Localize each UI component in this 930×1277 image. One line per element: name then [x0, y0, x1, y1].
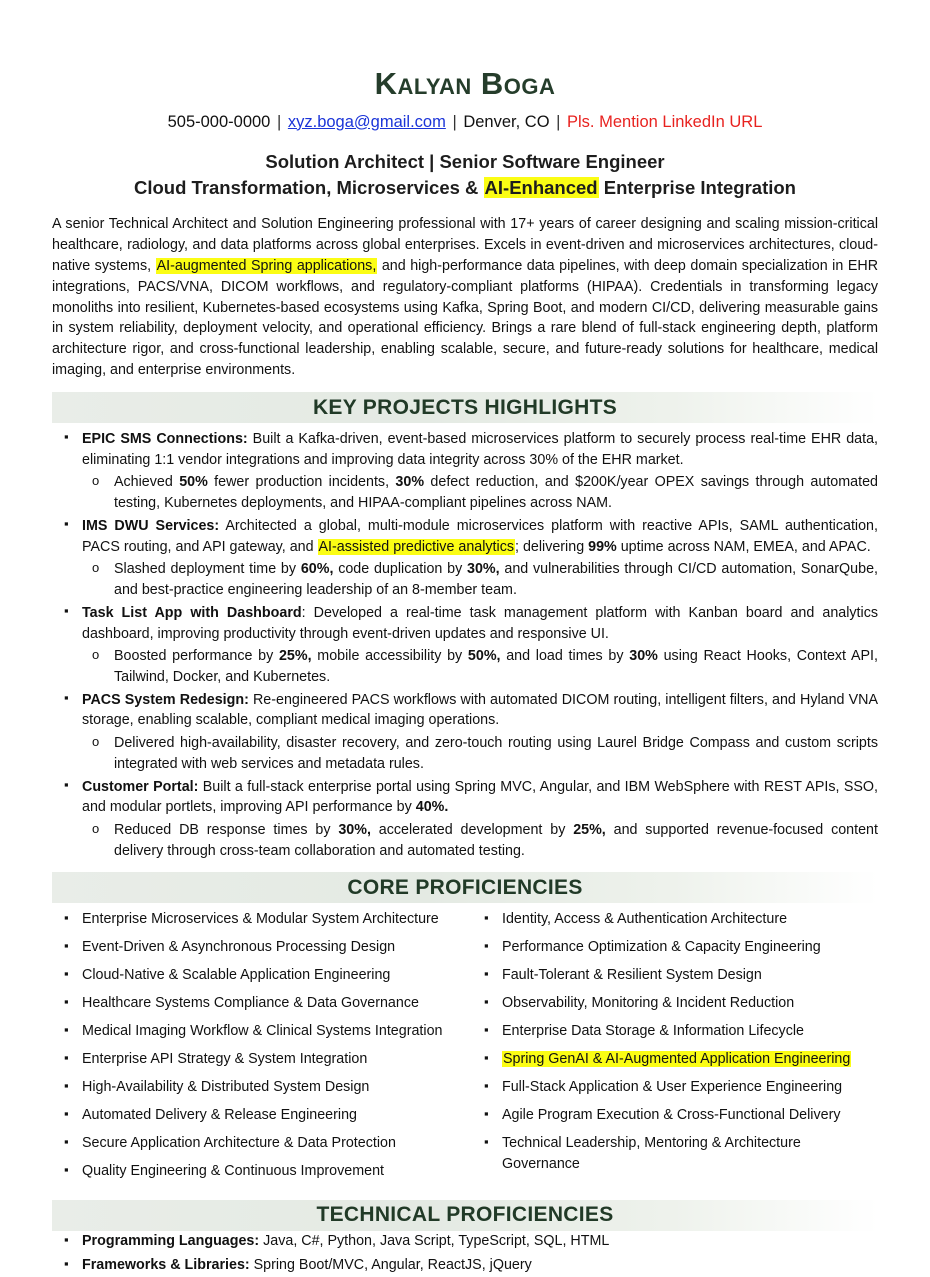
core-proficiency-label: Performance Optimization & Capacity Engineering — [502, 939, 821, 956]
project-sub-text-segment: accelerated development by — [370, 821, 574, 838]
section-title: TECHNICAL PROFICIENCIES — [316, 1203, 614, 1227]
tagline-line-1: Solution Architect | Senior Software Engineer — [265, 150, 665, 172]
core-proficiency-item — [472, 937, 878, 958]
project-sub-text-segment: 30% — [395, 474, 425, 491]
project-sub-text-segment: mobile accessibility by — [311, 648, 468, 665]
tagline-line-2-part-a: Cloud Transformation, Microservices & — [134, 177, 484, 199]
project-sub-bullet — [52, 559, 878, 600]
project-sub-text-segment: code duplication by — [333, 561, 468, 578]
contact-line — [52, 113, 878, 132]
core-proficiency-label: Agile Program Execution & Cross-Functional Delivery — [502, 1106, 841, 1123]
project-sub-text-segment: 30% — [629, 648, 658, 665]
project-text-segment: Built a full-stack enterprise portal using Spring MVC, Angular, and IBM WebSphere with REST APIs, SSO, and modular portlets, improving API performance by — [82, 778, 878, 816]
tagline — [52, 149, 878, 203]
core-proficiency-label: Secure Application Architecture & Data Protection — [82, 1134, 396, 1151]
project-sub-bullet — [52, 646, 878, 687]
project-sub-text-segment: Achieved — [114, 474, 180, 491]
tagline-highlight: AI-Enhanced — [484, 177, 598, 199]
project-sub-bullet — [52, 472, 878, 513]
project-sub-text-segment: Reduced DB response times by — [114, 821, 339, 838]
project-text-segment: 99% — [588, 538, 617, 555]
project-label: PACS System Redesign: — [82, 691, 249, 708]
core-proficiency-label: Enterprise Microservices & Modular System Architecture — [82, 911, 439, 928]
core-proficiency-label: Identity, Access & Authentication Architecture — [502, 911, 788, 928]
core-proficiency-item — [52, 1105, 458, 1126]
core-proficiency-label: Quality Engineering & Continuous Improvement — [82, 1162, 384, 1179]
core-proficiency-item — [472, 909, 878, 930]
core-proficiencies-columns — [52, 909, 878, 1188]
project-text-segment: ; delivering — [515, 538, 589, 555]
core-proficiency-item — [52, 1049, 458, 1070]
project-bullet — [52, 603, 878, 644]
project-bullet — [52, 690, 878, 731]
summary-part-2: and high-performance data pipelines, with deep domain specialization in EHR integrations, PACS/VNA, DICOM workflows, and regulatory-compliant platforms (HIPAA). Credentials in transforming legacy monoliths into resilient, Kubernetes-based ecosystems using Kafka, Spring Boot, and modern CI/CD, delivering measurable gains in system reliability, deployment velocity, and operational efficiency. Brings a rare blend of full-stack engineering depth, platform architecture rigor, and cross-functional leadership, enabling scalable, secure, and future-ready solutions for healthcare, medical imaging, and enterprise environments. — [52, 257, 879, 379]
linkedin-note: Pls. Mention LinkedIn URL — [567, 112, 763, 131]
core-proficiency-label: Enterprise Data Storage & Information Lifecycle — [502, 1023, 804, 1040]
summary-part-1: A senior Technical Architect and Solution Engineering professional with 17+ years of career designing and scaling mission-critical healthcare, radiology, and data platforms across global enterprises. Excels in event-driven and microservices architectures, cloud-native systems, — [52, 216, 878, 274]
technical-category-value: Java, C#, Python, Java Script, TypeScript, SQL, HTML — [259, 1232, 610, 1249]
core-proficiency-item — [52, 1021, 458, 1042]
project-bullet — [52, 777, 878, 818]
project-sub-text-segment: Delivered high-availability, disaster recovery, and zero-touch routing using Laurel Bridge Compass and custom scripts integrated with web services and metadata rules. — [114, 735, 878, 772]
core-proficiency-item — [472, 1049, 878, 1070]
project-label: Customer Portal: — [82, 778, 199, 795]
core-proficiency-item — [52, 937, 458, 958]
project-sub-bullet — [52, 820, 878, 861]
project-text: Re-engineered PACS workflows with automated DICOM routing, intelligent filters, and Hyland VNA storage, enabling scalable, compliant medical imaging operations. — [82, 691, 878, 729]
project-sub-text-segment: fewer production incidents, — [207, 474, 396, 491]
tagline-line-2-part-b: Enterprise Integration — [598, 177, 796, 199]
project-label: IMS DWU Services: — [82, 517, 220, 534]
core-proficiency-item — [52, 993, 458, 1014]
project-text-segment: Architected a global, multi-module microservices platform with reactive APIs, SAML authentication, PACS routing, and API gateway, and — [82, 517, 878, 555]
core-proficiency-item — [472, 1133, 878, 1176]
professional-summary — [52, 214, 878, 381]
project-sub-text-segment: defect reduction, and $200K/year OPEX savings through automated testing, Kubernetes deployments, and HIPAA-compliant pipelines across NAM. — [114, 474, 878, 512]
project-text-segment: 40%. — [415, 799, 449, 816]
candidate-name: Kalyan Boga — [374, 66, 556, 101]
core-proficiency-label: Technical Leadership, Mentoring & Architecture Governance — [502, 1134, 801, 1173]
core-proficiency-label: Fault-Tolerant & Resilient System Design — [502, 967, 762, 984]
key-projects-list — [52, 429, 878, 861]
project-sub-text-segment: 60%, — [300, 561, 334, 578]
core-proficiency-label: Automated Delivery & Release Engineering — [82, 1106, 357, 1123]
technical-category-label: Frameworks & Libraries: — [82, 1257, 250, 1274]
section-header-technical-proficiencies — [52, 1200, 878, 1231]
section-header-core-proficiencies — [52, 872, 878, 903]
project-sub-text-segment: 30%, — [467, 561, 500, 578]
phone-number: 505-000-0000 — [167, 112, 271, 131]
project-text: : Developed a real-time task management platform with Kanban board and analytics dashboard, improving productivity through event-driven updates and responsive UI. — [82, 604, 878, 642]
core-proficiencies-right-column — [458, 909, 878, 1188]
core-proficiency-item — [52, 1133, 458, 1154]
core-proficiency-label: Healthcare Systems Compliance & Data Governance — [82, 995, 419, 1012]
core-proficiency-label: Cloud-Native & Scalable Application Engineering — [82, 967, 391, 984]
section-header-key-projects — [52, 392, 878, 423]
core-proficiency-item — [472, 1105, 878, 1126]
project-sub-text-segment: and vulnerabilities through CI/CD automation, SonarQube, and best-practice engineering leadership of an 8-member team. — [114, 561, 878, 599]
technical-proficiencies-list — [52, 1231, 878, 1277]
core-proficiency-item — [472, 1021, 878, 1042]
project-label: Task List App with Dashboard — [82, 604, 302, 621]
core-proficiency-label: Full-Stack Application & User Experience Engineering — [502, 1079, 843, 1096]
project-text-segment: uptime across NAM, EMEA, and APAC. — [616, 538, 871, 555]
section-title: KEY PROJECTS HIGHLIGHTS — [312, 395, 618, 419]
project-sub-text-segment: Boosted performance by — [114, 648, 279, 665]
project-sub-text-segment: and load times by — [500, 648, 630, 665]
core-proficiency-item — [52, 1161, 458, 1182]
core-proficiency-item — [52, 909, 458, 930]
project-sub-text-segment: 25%, — [573, 821, 606, 838]
location-text: Denver, CO — [463, 112, 550, 131]
project-sub-text-segment: and supported revenue-focused content delivery through cross-team collaboration and automated testing. — [114, 821, 878, 859]
core-proficiency-item — [472, 993, 878, 1014]
project-bullet — [52, 429, 878, 470]
project-sub-text-segment: 50%, — [467, 648, 501, 665]
technical-category-value: Spring Boot/MVC, Angular, ReactJS, jQuery — [249, 1257, 532, 1274]
project-text-segment: AI-assisted predictive analytics — [318, 538, 514, 555]
project-text: Built a Kafka-driven, event-based microservices platform to securely process real-time EHR data, eliminating 1:1 vendor integrations and improving data integrity across 30% of the EHR market. — [82, 431, 879, 468]
project-sub-text-segment: using React Hooks, Context API, Tailwind, Docker, and Kubernetes. — [114, 648, 878, 685]
project-sub-bullet — [52, 733, 878, 774]
project-bullet — [52, 516, 878, 557]
summary-highlight: AI-augmented Spring applications, — [156, 257, 377, 274]
core-proficiency-label: Medical Imaging Workflow & Clinical Systems Integration — [82, 1023, 443, 1040]
core-proficiency-label: Enterprise API Strategy & System Integration — [82, 1051, 368, 1068]
contact-separator-2: | — [452, 112, 457, 131]
technical-proficiency-item — [52, 1255, 878, 1276]
core-proficiency-label: Spring GenAI & AI-Augmented Application Engineering — [503, 1051, 851, 1068]
project-sub-text-segment: Slashed deployment time by — [114, 561, 301, 578]
project-label: EPIC SMS Connections: — [82, 431, 248, 448]
email-link[interactable]: xyz.boga@gmail.com — [287, 112, 446, 131]
project-sub-text-segment: 50% — [179, 474, 208, 491]
core-proficiency-item — [472, 1077, 878, 1098]
tagline-line-2 — [52, 175, 878, 202]
core-proficiency-item — [52, 1077, 458, 1098]
core-proficiency-item — [472, 965, 878, 986]
core-proficiencies-left-column — [52, 909, 458, 1188]
core-proficiency-label: High-Availability & Distributed System Design — [82, 1079, 370, 1096]
technical-proficiency-item — [52, 1231, 878, 1252]
core-proficiency-label: Observability, Monitoring & Incident Reduction — [502, 995, 795, 1012]
contact-separator-3: | — [556, 112, 561, 131]
contact-separator-1: | — [276, 112, 282, 131]
core-proficiency-label: Event-Driven & Asynchronous Processing Design — [82, 939, 396, 956]
project-sub-text-segment: 30%, — [338, 821, 371, 838]
core-proficiency-item — [52, 965, 458, 986]
technical-category-label: Programming Languages: — [82, 1232, 260, 1249]
section-title: CORE PROFICIENCIES — [347, 875, 583, 899]
project-sub-text-segment: 25%, — [278, 648, 312, 665]
